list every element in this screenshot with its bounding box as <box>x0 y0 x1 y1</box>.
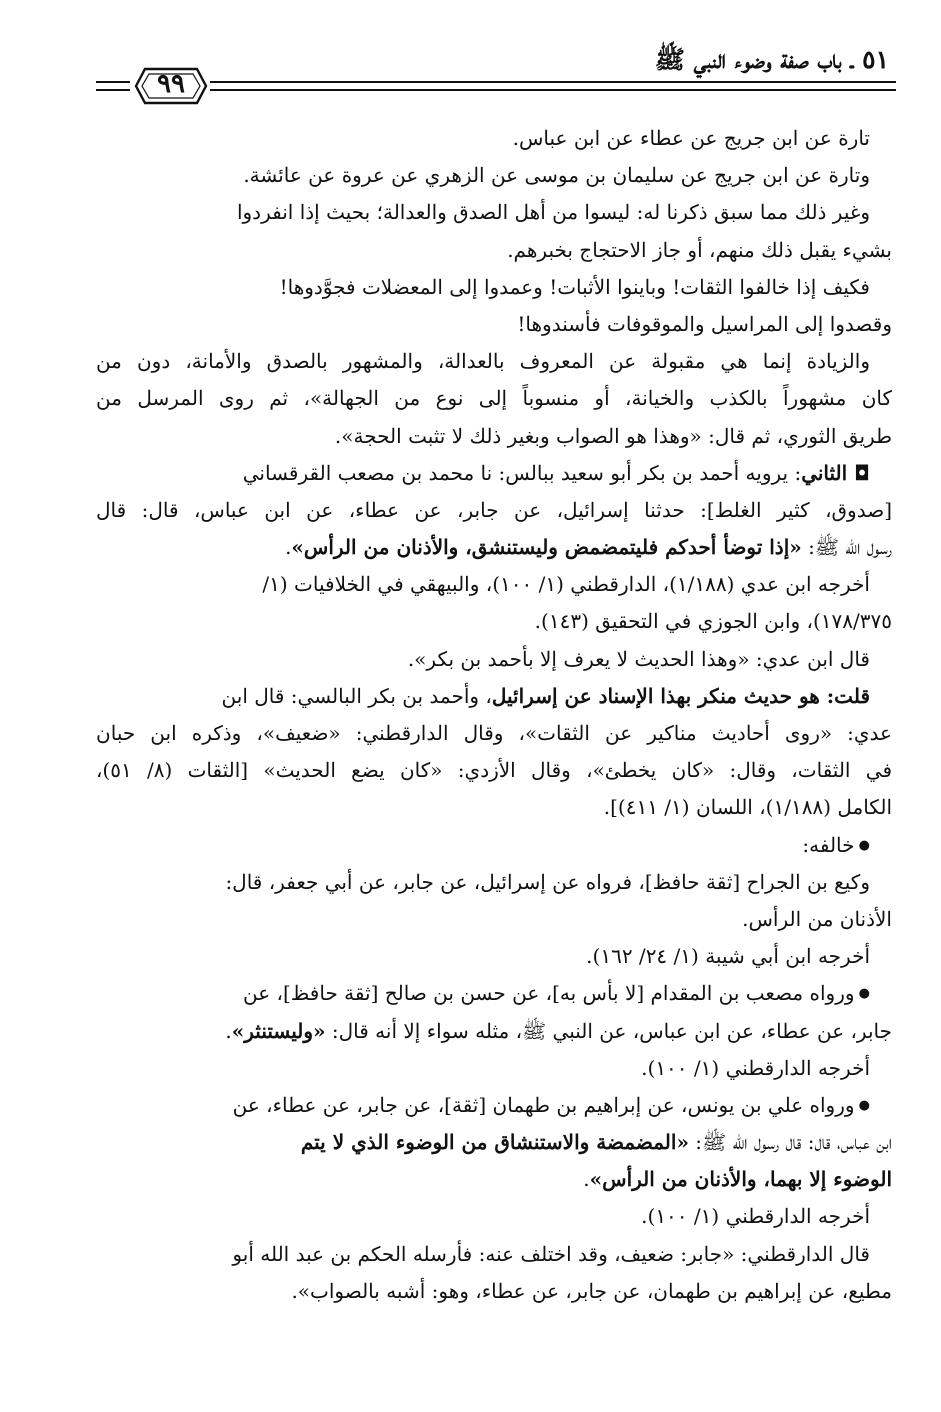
text-segment: وغير ذلك مما سبق ذكرنا له: ليسوا من أهل الصدق والعدالة؛ بحيث إذا انفردوا <box>236 200 870 225</box>
text-segment: رسول الله ﷺ: <box>801 535 892 560</box>
text-segment: بشيء يقبل ذلك منهم، أو جاز الاحتجاج بخبرهم. <box>507 237 892 262</box>
text-segment: أخرجه الدارقطني (١/ ١٠٠). <box>641 1055 870 1080</box>
header-rule <box>210 81 896 83</box>
text-segment: ورواه علي بن يونس، عن إبراهيم بن طهمان [ثقة]، عن جابر، عن عطاء، عن <box>232 1092 855 1117</box>
text-line <box>96 1050 892 1087</box>
text-line <box>96 306 892 343</box>
text-line <box>96 715 892 752</box>
text-segment: مطيع، عن إبراهيم بن طهمان، عن جابر، عن عطاء، وهو: أشبه بالصواب». <box>291 1278 892 1303</box>
text-segment: [صدوق، كثير الغلط]: حدثنا إسرائيل، عن جابر، عن عطاء، عن ابن عباس، قال: قال <box>96 497 892 522</box>
text-segment: خالفه: <box>802 832 855 857</box>
text-line <box>96 938 892 975</box>
text-segment: . <box>285 535 292 560</box>
text-line <box>96 827 892 864</box>
text-line <box>96 194 892 231</box>
text-line <box>96 1198 892 1235</box>
text-segment: أخرجه ابن عدي (١/١٨٨)، الدارقطني (١/ ١٠٠)، والبيهقي في الخلافيات (١/ <box>262 572 870 597</box>
text-line <box>96 901 892 938</box>
bold-text: «المضمضة والاستنشاق من الوضوء الذي لا يتم <box>300 1130 689 1155</box>
header-rule <box>96 81 130 83</box>
text-line <box>96 418 892 455</box>
text-segment: الكامل (١/١٨٨)، اللسان (١/ ٤١١)]. <box>603 795 892 820</box>
text-segment: أخرجه الدارقطني (١/ ١٠٠). <box>641 1204 870 1229</box>
text-line <box>96 455 892 492</box>
page-number: ٩٩ <box>157 69 185 99</box>
text-line <box>96 566 892 603</box>
text-segment: الأذنان من الرأس. <box>742 906 892 931</box>
text-line <box>96 529 892 566</box>
bold-text: «إذا توضأ أحدكم فليتمضمض وليستنشق، والأذنان من الرأس» <box>291 535 802 560</box>
text-segment: قال ابن عدي: «وهذا الحديث لا يعرف إلا بأحمد بن بكر». <box>407 646 870 671</box>
text-segment: وقصدوا إلى المراسيل والموقوفات فأسندوها! <box>517 311 892 336</box>
text-line <box>96 120 892 157</box>
text-segment: ، وأحمد بن بكر البالسي: قال ابن <box>221 683 492 708</box>
bold-text: ◘ الثاني <box>801 460 870 485</box>
bold-text: «وليستنثر» <box>231 1018 326 1043</box>
text-line <box>96 380 892 417</box>
text-segment: . <box>225 1018 232 1043</box>
text-line <box>96 678 892 715</box>
text-line <box>96 864 892 901</box>
text-line <box>96 975 892 1012</box>
text-segment: أخرجه ابن أبي شيبة (١/ ٢٤/ ١٦٢). <box>586 944 870 969</box>
text-line <box>96 752 892 789</box>
text-segment: ابن عباس، قال: قال رسول الله ﷺ: <box>688 1130 892 1155</box>
text-line <box>96 1087 892 1124</box>
text-line <box>96 343 892 380</box>
text-segment: كان مشهوراً بالكذب والخيانة، أو منسوباً إلى نوع من الجهالة»، ثم روى المرسل من <box>96 386 892 411</box>
text-line <box>96 232 892 269</box>
header-rule <box>96 89 130 91</box>
bullet-icon: ● <box>854 837 870 853</box>
text-line <box>96 157 892 194</box>
text-line <box>96 1124 892 1161</box>
bold-text: الوضوء إلا بهما، والأذنان من الرأس» <box>589 1167 892 1192</box>
text-line <box>96 269 892 306</box>
text-segment: وكيع بن الجراح [ثقة حافظ]، فرواه عن إسرائيل، عن جابر، عن أبي جعفر، قال: <box>225 869 870 894</box>
text-segment: والزيادة إنما هي مقبولة عن المعروف بالعدالة، والمشهور بالصدق والأمانة، دون من <box>96 349 870 374</box>
text-line <box>96 789 892 826</box>
bullet-icon: ● <box>854 986 870 1002</box>
text-segment: فكيف إذا خالفوا الثقات! وباينوا الأثبات! وعمدوا إلى المعضلات فجوَّدوها! <box>279 274 870 299</box>
text-segment: في الثقات، وقال: «كان يخطئ»، وقال الأزدي: «كان يضع الحديث» [الثقات (٨/ ٥١)، <box>96 758 892 783</box>
text-segment: . <box>583 1167 590 1192</box>
chapter-title: ٥١ ـ باب صفة وضوء النبي ﷺ <box>654 45 889 74</box>
text-segment: : يرويه أحمد بن بكر أبو سعيد ببالس: نا محمد بن مصعب القرقساني <box>242 460 802 485</box>
text-segment: وتارة عن ابن جريج عن سليمان بن موسى عن الزهري عن عروة عن عائشة. <box>243 163 870 188</box>
text-segment: عدي: «روى أحاديث مناكير عن الثقات»، وقال الدارقطني: «ضعيف»، وذكره ابن حبان <box>96 721 892 745</box>
text-line <box>96 641 892 678</box>
text-line <box>96 1161 892 1198</box>
page-header <box>0 0 941 110</box>
text-line <box>96 603 892 640</box>
text-line <box>96 492 892 529</box>
text-segment: جابر، عن عطاء، عن ابن عباس، عن النبي ﷺ، مثله سواء إلا أنه قال: <box>325 1018 892 1043</box>
text-segment: قال الدارقطني: «جابر: ضعيف، وقد اختلف عنه: فأرسله الحكم بن عبد الله أبو <box>232 1241 870 1266</box>
bullet-icon: ● <box>854 1097 870 1113</box>
text-line <box>96 1236 892 1273</box>
text-segment: طريق الثوري، ثم قال: «وهذا هو الصواب وبغير ذلك لا تثبت الحجة». <box>334 423 892 448</box>
bold-text: قلت: هو حديث منكر بهذا الإسناد عن إسرائيل <box>491 683 870 708</box>
text-segment: ورواه مصعب بن المقدام [لا بأس به]، عن حسن بن صالح [ثقة حافظ]، عن <box>243 981 855 1006</box>
text-line <box>96 1013 892 1050</box>
header-rule <box>210 89 896 91</box>
body-text <box>96 120 892 1310</box>
text-segment: ١٧٨/٣٧٥)، وابن الجوزي في التحقيق (١٤٣). <box>534 609 892 634</box>
text-segment: تارة عن ابن جريج عن عطاء عن ابن عباس. <box>512 126 870 150</box>
text-line <box>96 1273 892 1310</box>
page-number-frame <box>128 66 214 106</box>
